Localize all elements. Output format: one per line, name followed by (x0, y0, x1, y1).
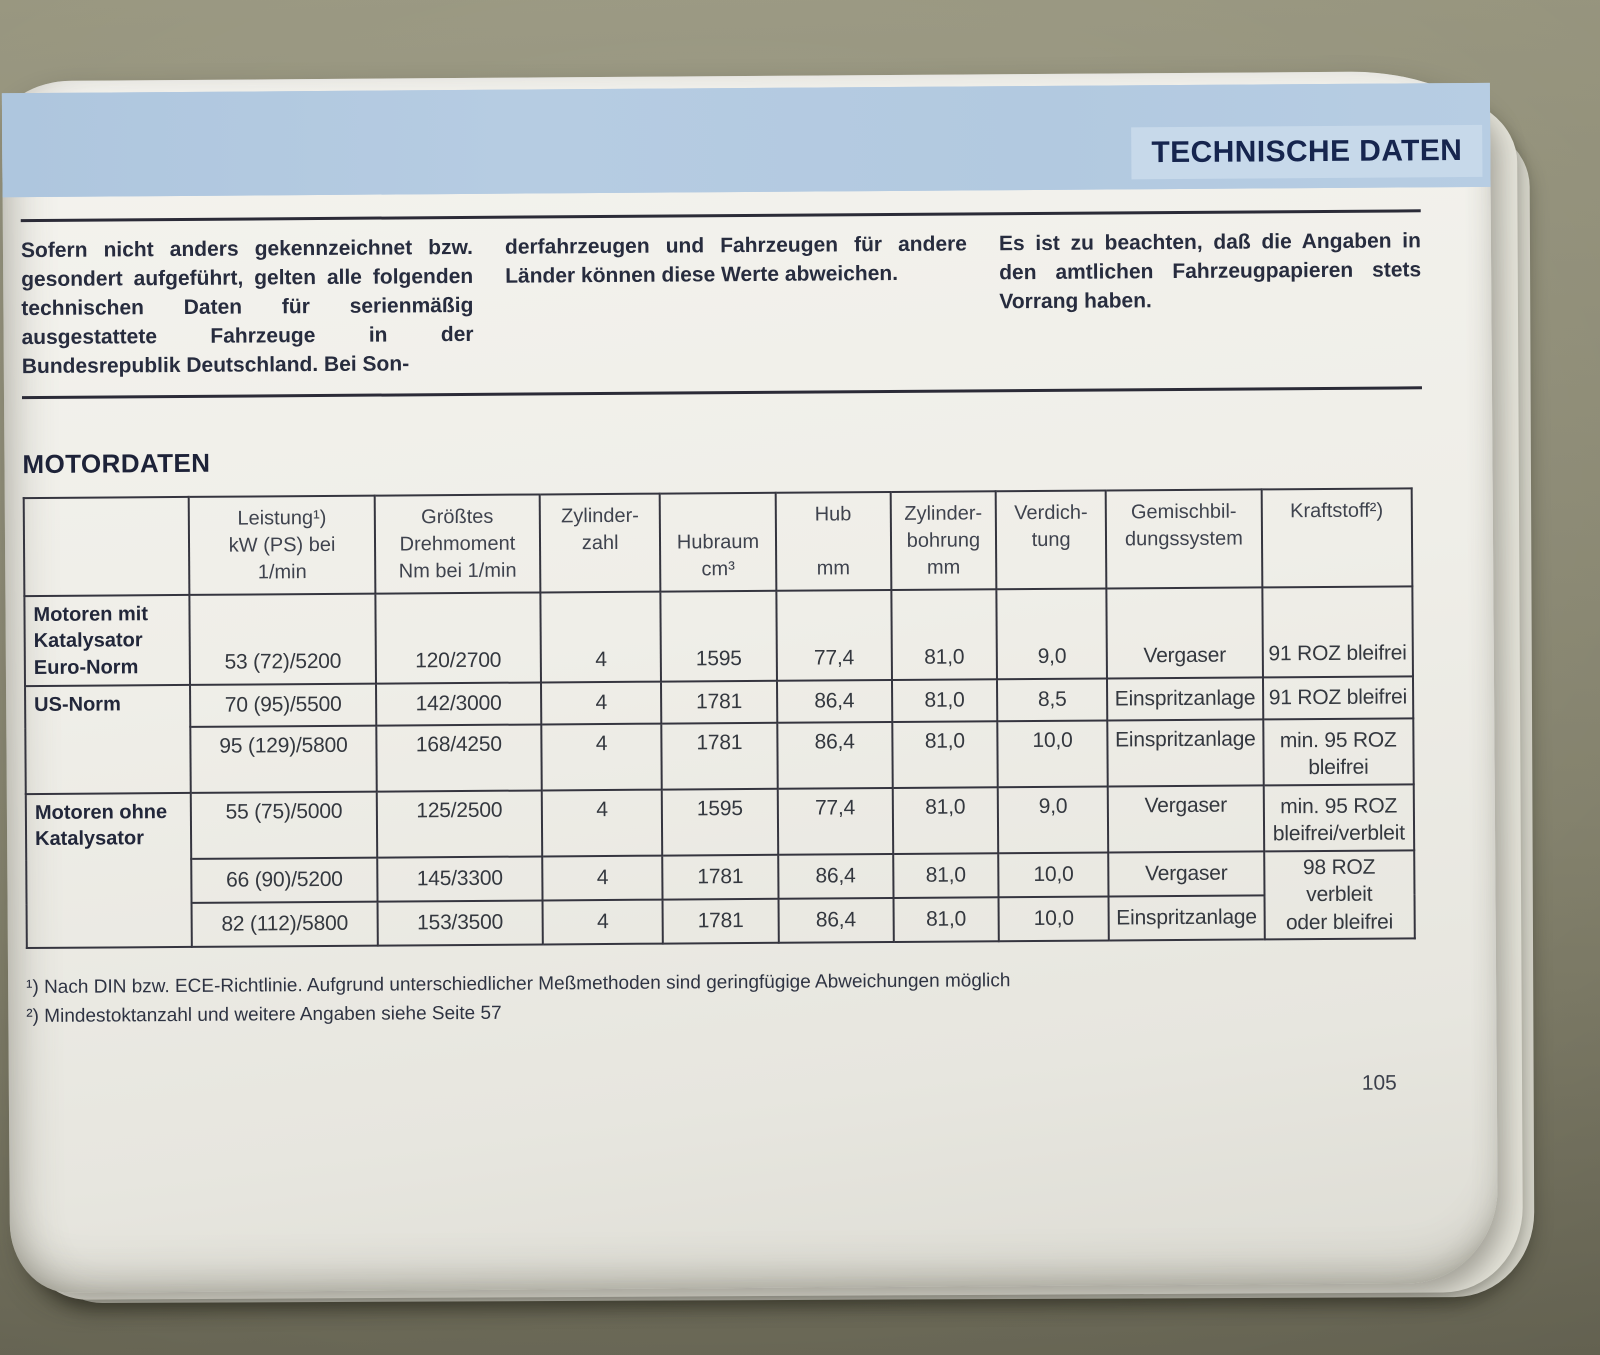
table-cell: 86,4 (778, 854, 894, 899)
table-cell: 9,0 (998, 787, 1109, 854)
table-cell: 81,0 (893, 897, 999, 942)
header-line: dungssystem (1124, 527, 1243, 551)
table-cell: 8,5 (997, 679, 1108, 722)
fuel-line: 98 ROZ verbleit (1302, 855, 1376, 907)
col-header-leistung (189, 495, 375, 594)
table-cell: 55 (75)/5000 (191, 792, 377, 859)
table-row (25, 718, 1413, 794)
header-line: Leistung¹) (237, 506, 327, 530)
row-label-line: Motoren ohne (34, 801, 168, 825)
table-cell: 1595 (662, 789, 778, 856)
header-line: Zylinder- (561, 504, 640, 528)
page-number: 105 (1361, 1071, 1397, 1095)
footnotes (26, 963, 1426, 1032)
header-spacer (663, 502, 772, 530)
table-cell: 70 (95)/5500 (190, 684, 376, 727)
header-line: mm (926, 556, 961, 579)
table-cell: 120/2700 (375, 592, 541, 683)
motordaten-table (23, 487, 1416, 949)
table-cell: 81,0 (892, 679, 998, 722)
row-label (24, 595, 190, 686)
col-header-empty (24, 497, 190, 596)
header-line: cm³ (701, 557, 735, 581)
table-cell: Vergaser (1107, 587, 1263, 678)
table-cell: 81,0 (893, 853, 999, 898)
fuel-line: bleifrei/verbleit (1272, 821, 1405, 846)
table-cell: 81,0 (893, 787, 999, 854)
header-line: Gemischbil- (1130, 500, 1237, 524)
table-cell: 4 (542, 856, 663, 901)
row-label-line: Katalysator (35, 827, 145, 851)
table-cell: 1781 (663, 855, 779, 900)
col-header-hubraum (660, 493, 776, 592)
header-line: 1/min (257, 560, 307, 584)
header-band (2, 83, 1491, 197)
table-cell: 1595 (661, 591, 777, 682)
fuel-line: 91 ROZ bleifrei (1268, 685, 1408, 710)
page-content (21, 209, 1427, 1032)
row-label-line: Katalysator (33, 629, 143, 653)
table-cell: Einspritzanlage (1108, 719, 1264, 786)
row-label-line: Euro-Norm (33, 655, 139, 679)
fuel-cell (1263, 718, 1414, 785)
table-cell: 77,4 (777, 788, 893, 855)
header-line: kW (PS) bei (228, 533, 336, 557)
fuel-cell (1263, 784, 1414, 851)
table-cell: 4 (542, 790, 663, 857)
col-header-kraftstoff (1261, 488, 1412, 587)
row-label-line: US-Norm (34, 693, 121, 717)
fuel-line: min. 95 ROZ (1279, 728, 1397, 753)
col-header-verdichtung (996, 490, 1107, 589)
table-cell: 81,0 (891, 589, 997, 680)
table-row (27, 894, 1415, 948)
table-cell: 86,4 (778, 898, 894, 943)
table-cell: 81,0 (892, 721, 998, 788)
table-cell: 4 (541, 724, 662, 791)
table-cell: 4 (540, 591, 661, 682)
fuel-line: bleifrei (1308, 755, 1369, 780)
header-line: Nm bei 1/min (398, 559, 517, 583)
horizontal-rule (22, 386, 1422, 399)
header-line: mm (816, 557, 851, 580)
header-line: Verdich- (1014, 501, 1088, 524)
intro-paragraph-1: Sofern nicht anders gekennzeichnet bzw. gesondert aufgeführt, gelten alle folgenden technischen Daten für serienmäßig ausgestattete Fahrzeuge in der Bundesrepublik Deutschland. Bei Son- (20, 235, 474, 378)
header-line: Drehmoment (399, 532, 516, 556)
fuel-line: 91 ROZ bleifrei (1268, 641, 1407, 666)
table-row (26, 784, 1414, 860)
table-cell: 1781 (661, 681, 777, 724)
table-cell: Vergaser (1108, 785, 1264, 852)
section-title: MOTORDATEN (22, 447, 211, 479)
table-cell: 4 (541, 682, 662, 725)
table-header-row (24, 488, 1413, 596)
table-cell: 66 (90)/5200 (192, 858, 378, 903)
table-cell: 10,0 (997, 721, 1108, 788)
table-cell: 1781 (663, 899, 779, 944)
table-cell: 142/3000 (376, 682, 542, 725)
table-cell: 77,4 (776, 590, 892, 681)
table-cell: 53 (72)/5200 (190, 593, 376, 684)
header-line: tung (1031, 528, 1071, 551)
header-line: Hubraum (676, 530, 760, 554)
table-row (24, 586, 1413, 686)
fuel-line: min. 95 ROZ (1280, 794, 1398, 819)
fuel-line: oder bleifrei (1285, 910, 1394, 934)
row-label-line: Motoren mit (33, 603, 149, 626)
header-line: bohrung (906, 529, 981, 552)
intro-section (21, 227, 1422, 382)
table-cell: 145/3300 (377, 856, 543, 901)
header-spacer (778, 528, 887, 556)
table-cell: 10,0 (998, 853, 1109, 898)
table-cell: 9,0 (996, 588, 1107, 679)
table-cell: 1781 (662, 723, 778, 790)
row-label (26, 793, 192, 948)
col-header-zylinderzahl (540, 493, 661, 592)
intro-paragraph-3: Es ist zu beachten, daß die Angaben in den amtlichen Fahrzeugpapieren stets Vorrang haben. (998, 229, 1422, 314)
table-cell: 10,0 (999, 897, 1110, 942)
footnote-2: ²) Mindestoktanzahl und weitere Angaben siehe Seite 57 (26, 1003, 502, 1028)
table-cell: 86,4 (777, 722, 893, 789)
header-line: Kraftstoff²) (1290, 499, 1384, 523)
header-line: Zylinder- (904, 502, 983, 525)
manual-page (2, 71, 1498, 1293)
col-header-gemischbildung (1106, 489, 1262, 588)
table-cell: 153/3500 (377, 900, 543, 945)
table-cell: 4 (543, 900, 664, 945)
row-label (25, 685, 191, 794)
col-header-zylinderbohrung (890, 491, 996, 590)
horizontal-rule (21, 209, 1421, 222)
col-header-hub (775, 492, 891, 591)
table-cell: Vergaser (1108, 851, 1264, 896)
table-cell: 86,4 (777, 680, 893, 723)
table-cell: 168/4250 (376, 724, 542, 791)
table-cell: Einspritzanlage (1107, 677, 1263, 720)
header-line: zahl (581, 531, 619, 555)
col-header-drehmoment (374, 494, 540, 593)
header-line: Hub (814, 503, 852, 526)
table-cell: 125/2500 (376, 790, 542, 857)
table-cell: 82 (112)/5800 (192, 902, 378, 947)
page-title: TECHNISCHE DATEN (1131, 125, 1482, 179)
fuel-cell (1262, 586, 1413, 677)
table-cell: 95 (129)/5800 (191, 726, 377, 793)
header-line: Größtes (421, 505, 494, 529)
footnote-1: ¹) Nach DIN bzw. ECE-Richtlinie. Aufgrund unterschiedlicher Meßmethoden sind geringfügige Abweichungen möglich (26, 970, 1011, 999)
intro-paragraph-2: derfahrzeugen und Fahrzeugen für andere Länder können diese Werte abweichen. (504, 232, 968, 288)
fuel-cell (1264, 850, 1415, 939)
fuel-cell (1263, 676, 1414, 719)
table-cell: Einspritzanlage (1109, 895, 1265, 940)
